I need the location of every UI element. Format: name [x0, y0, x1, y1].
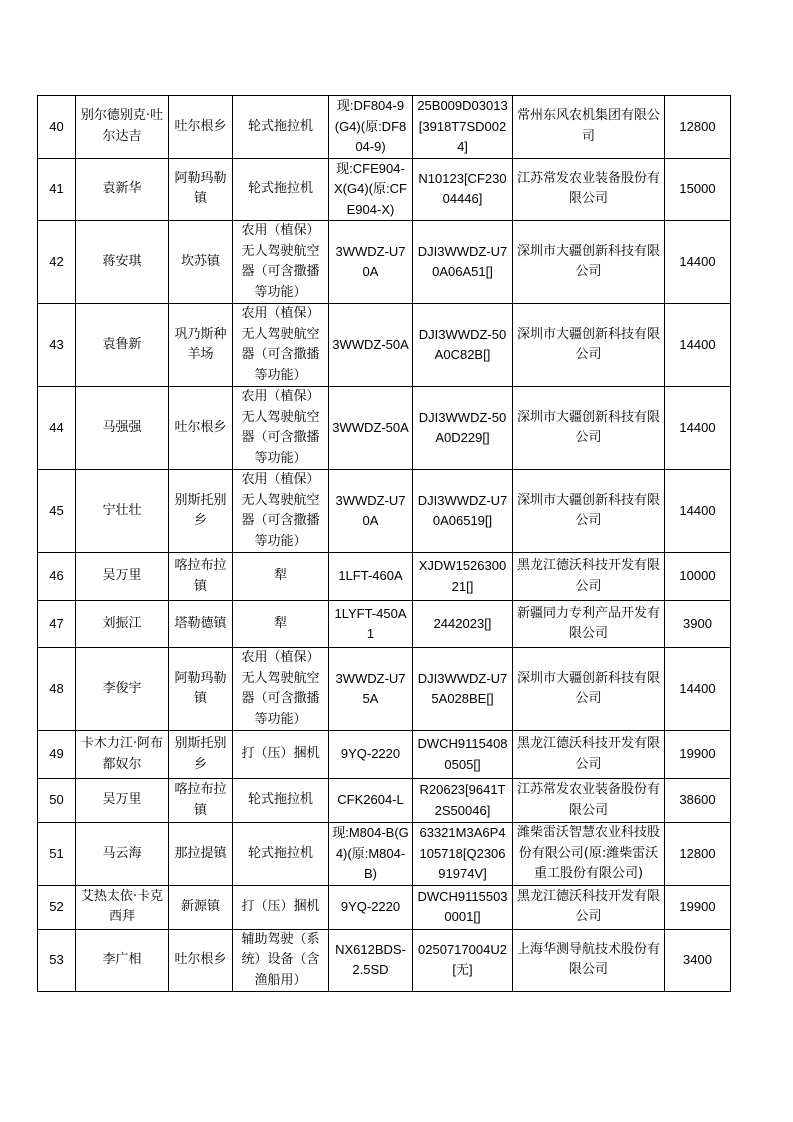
serial-number-cell: DWCH91154080505[]: [413, 731, 513, 779]
table-row: [38, 553, 731, 601]
owner-name-cell: 蒋安琪: [76, 221, 169, 304]
machine-type-cell: 轮式拖拉机: [233, 96, 329, 159]
manufacturer-cell: 深圳市大疆创新科技有限公司: [513, 648, 665, 731]
machine-type-cell: 打（压）捆机: [233, 885, 329, 929]
machine-type-cell: 轮式拖拉机: [233, 779, 329, 823]
serial-number-cell: DJI3WWDZ-U70A06519[]: [413, 470, 513, 553]
row-number-cell: 47: [38, 601, 76, 648]
subsidy-amount-cell: 15000: [665, 158, 731, 221]
owner-name-cell: 宁壮壮: [76, 470, 169, 553]
township-cell: 吐尔根乡: [169, 929, 233, 992]
machine-type-cell: 农用（植保）无人驾驶航空器（可含撒播等功能）: [233, 304, 329, 387]
row-number-cell: 46: [38, 553, 76, 601]
serial-number-cell: 0250717004U2[无]: [413, 929, 513, 992]
serial-number-cell: DJI3WWDZ-50A0D229[]: [413, 387, 513, 470]
serial-number-cell: DJI3WWDZ-50A0C82B[]: [413, 304, 513, 387]
table-row: [38, 304, 731, 387]
row-number-cell: 49: [38, 731, 76, 779]
manufacturer-cell: 潍柴雷沃智慧农业科技股份有限公司(原:潍柴雷沃重工股份有限公司): [513, 823, 665, 886]
subsidy-amount-cell: 12800: [665, 823, 731, 886]
machine-type-cell: 打（压）捆机: [233, 731, 329, 779]
machine-type-cell: 轮式拖拉机: [233, 823, 329, 886]
manufacturer-cell: 深圳市大疆创新科技有限公司: [513, 221, 665, 304]
row-number-cell: 43: [38, 304, 76, 387]
row-number-cell: 40: [38, 96, 76, 159]
machine-model-cell: 3WWDZ-U70A: [329, 470, 413, 553]
owner-name-cell: 卡木力江·阿布都奴尔: [76, 731, 169, 779]
machine-model-cell: 现:M804-B(G4)(原:M804-B): [329, 823, 413, 886]
township-cell: 阿勒玛勒镇: [169, 158, 233, 221]
row-number-cell: 44: [38, 387, 76, 470]
township-cell: 阿勒玛勒镇: [169, 648, 233, 731]
table-row: [38, 823, 731, 886]
manufacturer-cell: 黑龙江德沃科技开发有限公司: [513, 553, 665, 601]
manufacturer-cell: 江苏常发农业装备股份有限公司: [513, 779, 665, 823]
manufacturer-cell: 黑龙江德沃科技开发有限公司: [513, 731, 665, 779]
machine-model-cell: 3WWDZ-U75A: [329, 648, 413, 731]
machine-type-cell: 农用（植保）无人驾驶航空器（可含撒播等功能）: [233, 221, 329, 304]
manufacturer-cell: 江苏常发农业装备股份有限公司: [513, 158, 665, 221]
subsidy-table: [37, 95, 731, 992]
serial-number-cell: R20623[9641T2S50046]: [413, 779, 513, 823]
township-cell: 别斯托别乡: [169, 731, 233, 779]
manufacturer-cell: 新疆同力专利产品开发有限公司: [513, 601, 665, 648]
machine-model-cell: NX612BDS-2.5SD: [329, 929, 413, 992]
owner-name-cell: 袁新华: [76, 158, 169, 221]
serial-number-cell: N10123[CF23004446]: [413, 158, 513, 221]
township-cell: 别斯托别乡: [169, 470, 233, 553]
machine-model-cell: 1LFT-460A: [329, 553, 413, 601]
machine-model-cell: 9YQ-2220: [329, 731, 413, 779]
serial-number-cell: 25B009D03013[3918T7SD0024]: [413, 96, 513, 159]
table-row: [38, 158, 731, 221]
manufacturer-cell: 常州东风农机集团有限公司: [513, 96, 665, 159]
table-row: [38, 387, 731, 470]
owner-name-cell: 马强强: [76, 387, 169, 470]
row-number-cell: 41: [38, 158, 76, 221]
table-row: [38, 470, 731, 553]
machine-type-cell: 轮式拖拉机: [233, 158, 329, 221]
serial-number-cell: 2442023[]: [413, 601, 513, 648]
manufacturer-cell: 黑龙江德沃科技开发有限公司: [513, 885, 665, 929]
owner-name-cell: 别尔德别克·吐尔达吉: [76, 96, 169, 159]
machine-type-cell: 犁: [233, 553, 329, 601]
machine-type-cell: 犁: [233, 601, 329, 648]
machine-type-cell: 农用（植保）无人驾驶航空器（可含撒播等功能）: [233, 470, 329, 553]
subsidy-amount-cell: 14400: [665, 387, 731, 470]
machine-type-cell: 辅助驾驶（系统）设备（含渔船用）: [233, 929, 329, 992]
machine-type-cell: 农用（植保）无人驾驶航空器（可含撒播等功能）: [233, 648, 329, 731]
township-cell: 坎苏镇: [169, 221, 233, 304]
subsidy-amount-cell: 19900: [665, 885, 731, 929]
machine-model-cell: 1LYFT-450A1: [329, 601, 413, 648]
row-number-cell: 51: [38, 823, 76, 886]
township-cell: 喀拉布拉镇: [169, 779, 233, 823]
machine-model-cell: 3WWDZ-U70A: [329, 221, 413, 304]
table-body: [38, 96, 731, 992]
serial-number-cell: DJI3WWDZ-U70A06A51[]: [413, 221, 513, 304]
township-cell: 吐尔根乡: [169, 387, 233, 470]
township-cell: 喀拉布拉镇: [169, 553, 233, 601]
row-number-cell: 48: [38, 648, 76, 731]
row-number-cell: 52: [38, 885, 76, 929]
serial-number-cell: DWCH91155030001[]: [413, 885, 513, 929]
machine-model-cell: 现:DF804-9(G4)(原:DF804-9): [329, 96, 413, 159]
machine-model-cell: 现:CFE904-X(G4)(原:CFE904-X): [329, 158, 413, 221]
serial-number-cell: DJI3WWDZ-U75A028BE[]: [413, 648, 513, 731]
subsidy-amount-cell: 14400: [665, 221, 731, 304]
machine-model-cell: 9YQ-2220: [329, 885, 413, 929]
owner-name-cell: 艾热太依·卡克西拜: [76, 885, 169, 929]
township-cell: 那拉提镇: [169, 823, 233, 886]
manufacturer-cell: 深圳市大疆创新科技有限公司: [513, 470, 665, 553]
owner-name-cell: 李广相: [76, 929, 169, 992]
table-row: [38, 885, 731, 929]
table-row: [38, 731, 731, 779]
township-cell: 塔勒德镇: [169, 601, 233, 648]
table-row: [38, 221, 731, 304]
subsidy-amount-cell: 3400: [665, 929, 731, 992]
subsidy-amount-cell: 14400: [665, 648, 731, 731]
owner-name-cell: 刘振江: [76, 601, 169, 648]
manufacturer-cell: 深圳市大疆创新科技有限公司: [513, 387, 665, 470]
township-cell: 巩乃斯种羊场: [169, 304, 233, 387]
table-row: [38, 779, 731, 823]
subsidy-amount-cell: 38600: [665, 779, 731, 823]
row-number-cell: 42: [38, 221, 76, 304]
manufacturer-cell: 深圳市大疆创新科技有限公司: [513, 304, 665, 387]
subsidy-amount-cell: 10000: [665, 553, 731, 601]
row-number-cell: 45: [38, 470, 76, 553]
machine-type-cell: 农用（植保）无人驾驶航空器（可含撒播等功能）: [233, 387, 329, 470]
subsidy-amount-cell: 19900: [665, 731, 731, 779]
subsidy-amount-cell: 14400: [665, 470, 731, 553]
owner-name-cell: 李俊宇: [76, 648, 169, 731]
manufacturer-cell: 上海华测导航技术股份有限公司: [513, 929, 665, 992]
owner-name-cell: 马云海: [76, 823, 169, 886]
row-number-cell: 53: [38, 929, 76, 992]
machine-model-cell: 3WWDZ-50A: [329, 387, 413, 470]
owner-name-cell: 吴万里: [76, 553, 169, 601]
table-row: [38, 929, 731, 992]
serial-number-cell: 63321M3A6P4105718[Q230691974V]: [413, 823, 513, 886]
table-row: [38, 96, 731, 159]
township-cell: 吐尔根乡: [169, 96, 233, 159]
owner-name-cell: 吴万里: [76, 779, 169, 823]
subsidy-amount-cell: 12800: [665, 96, 731, 159]
machine-model-cell: 3WWDZ-50A: [329, 304, 413, 387]
serial-number-cell: XJDW152630021[]: [413, 553, 513, 601]
row-number-cell: 50: [38, 779, 76, 823]
machine-model-cell: CFK2604-L: [329, 779, 413, 823]
table-row: [38, 648, 731, 731]
owner-name-cell: 袁鲁新: [76, 304, 169, 387]
table-row: [38, 601, 731, 648]
township-cell: 新源镇: [169, 885, 233, 929]
subsidy-amount-cell: 3900: [665, 601, 731, 648]
subsidy-amount-cell: 14400: [665, 304, 731, 387]
